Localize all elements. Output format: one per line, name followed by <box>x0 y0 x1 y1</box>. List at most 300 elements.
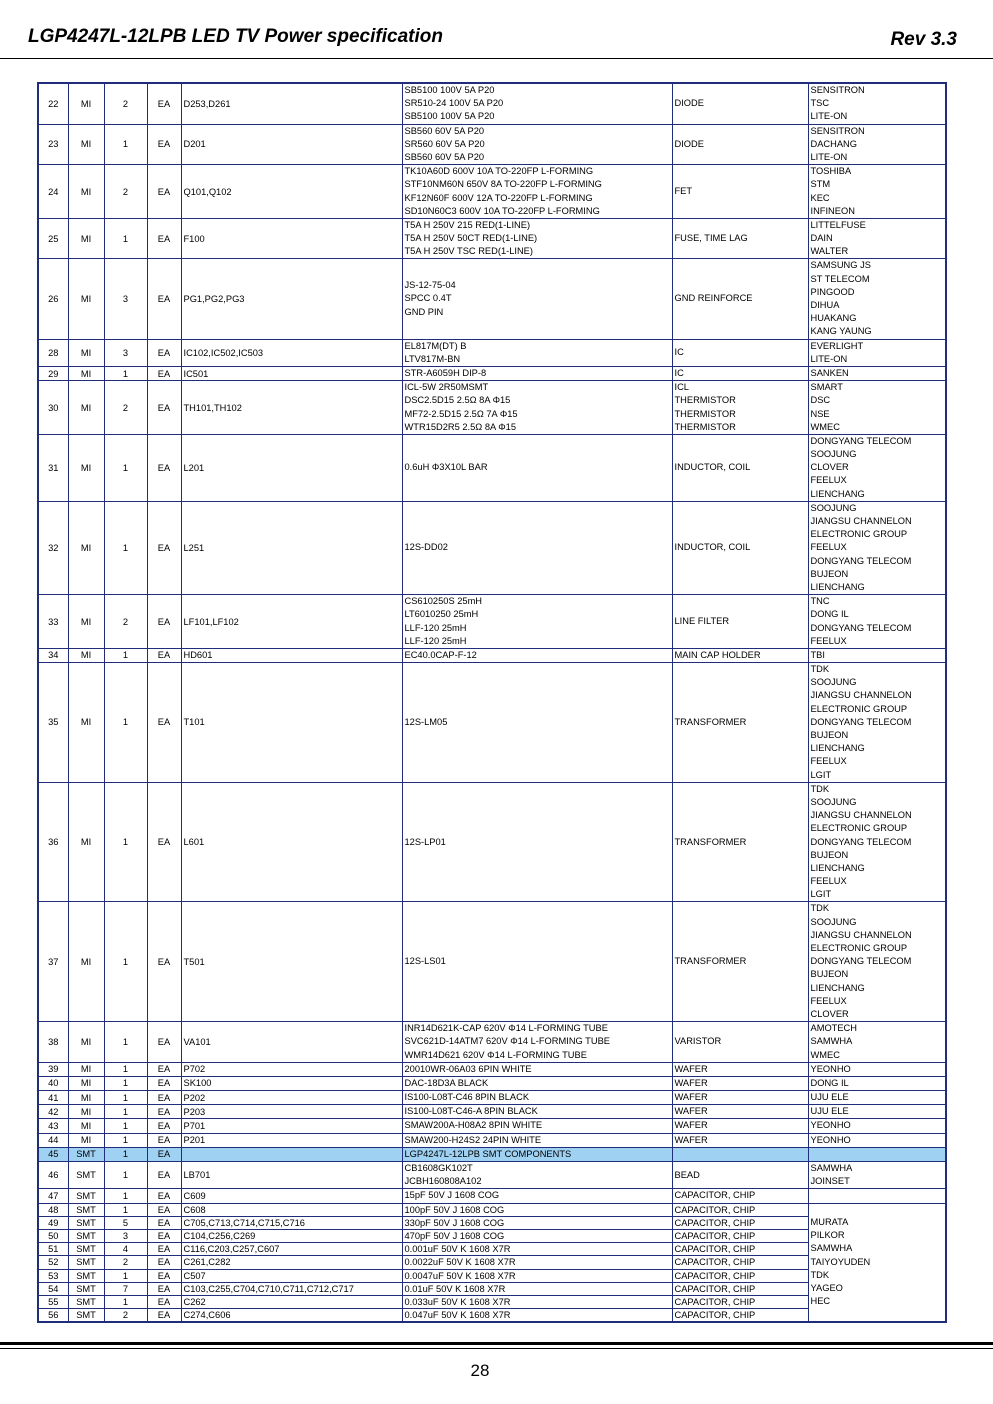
item-maker-line <box>811 1148 944 1161</box>
item-desc <box>672 124 808 165</box>
item-maker-line: SANKEN <box>810 367 849 378</box>
item-maker-line: SENSITRON <box>810 125 865 136</box>
item-unit: EA <box>147 1203 181 1216</box>
item-type: SMT <box>68 1189 104 1203</box>
item-spec-line: SB5100 100V 5A P20 <box>404 85 495 95</box>
item-desc: CAPACITOR, CHIP <box>672 1269 808 1282</box>
item-spec-line: SR510-24 100V 5A P20 <box>404 98 504 109</box>
table-row <box>38 1119 946 1133</box>
item-location: P202 <box>181 1091 402 1105</box>
item-unit: EA <box>147 663 181 783</box>
table-row <box>38 782 946 902</box>
item-maker <box>808 1022 946 1063</box>
item-desc <box>672 1189 808 1203</box>
item-unit: EA <box>147 1309 181 1322</box>
item-spec <box>402 1076 672 1090</box>
item-maker-line: ELECTRONIC GROUP <box>810 823 908 834</box>
item-spec <box>402 381 672 435</box>
item-number: 51 <box>38 1243 68 1256</box>
item-spec-line: 12S-LP01 <box>404 836 446 847</box>
table-row <box>38 595 946 649</box>
item-spec-line: ICL-5W 2R50MSMT <box>404 382 489 393</box>
item-desc: CAPACITOR, CHIP <box>672 1243 808 1256</box>
item-maker-line: PINGOOD <box>810 286 855 297</box>
item-location: C274,C606 <box>181 1309 402 1322</box>
item-desc: CAPACITOR, CHIP <box>672 1216 808 1229</box>
item-number: 48 <box>38 1203 68 1216</box>
item-maker <box>808 1162 946 1189</box>
item-desc <box>672 1119 808 1133</box>
item-desc <box>672 501 808 594</box>
item-maker <box>808 663 946 783</box>
item-desc-line: THERMISTOR <box>674 395 736 406</box>
item-spec-line: SVC621D-14ATM7 620V Φ14 L-FORMING TUBE <box>404 1036 610 1047</box>
table-row <box>38 381 946 435</box>
item-maker <box>808 1105 946 1119</box>
item-location: D253,D261 <box>181 83 402 124</box>
item-number: 56 <box>38 1309 68 1322</box>
item-desc-line: TRANSFORMER <box>674 836 747 847</box>
item-qty: 1 <box>104 1147 147 1161</box>
item-maker-line: BUJEON <box>810 730 849 740</box>
bom-table <box>37 82 947 1323</box>
item-spec-line: EL817M(DT) B <box>404 340 467 351</box>
item-spec-line: INR14D621K-CAP 620V Φ14 L-FORMING TUBE <box>404 1023 608 1034</box>
item-maker-line: TBI <box>810 649 825 660</box>
item-maker-line: HUAKANG <box>810 313 857 324</box>
item-number: 22 <box>38 83 68 124</box>
item-number: 37 <box>38 902 68 1022</box>
item-maker-line <box>811 1189 944 1202</box>
item-spec: 0.0022uF 50V K 1608 X7R <box>402 1256 672 1269</box>
item-type: SMT <box>68 1269 104 1282</box>
item-qty: 5 <box>104 1216 147 1229</box>
item-maker-line: ELECTRONIC GROUP <box>810 529 908 540</box>
item-spec-line: SD10N60C3 600V 10A TO-220FP L-FORMING <box>404 205 600 216</box>
item-maker-line: LITTELFUSE <box>810 219 866 230</box>
item-maker-line: LITE-ON <box>810 111 848 122</box>
item-number: 28 <box>38 339 68 366</box>
item-unit: EA <box>147 381 181 435</box>
item-unit: EA <box>147 648 181 662</box>
item-qty: 1 <box>104 1133 147 1147</box>
item-desc: CAPACITOR, CHIP <box>672 1295 808 1308</box>
item-maker-line: CLOVER <box>810 1008 849 1019</box>
item-qty: 2 <box>104 83 147 124</box>
item-maker <box>808 1133 946 1147</box>
item-maker-line: ELECTRONIC GROUP <box>810 943 908 953</box>
item-spec-line: LTV817M-BN <box>404 353 461 364</box>
item-desc-line: LINE FILTER <box>674 615 730 626</box>
item-spec: 0.033uF 50V K 1608 X7R <box>402 1295 672 1308</box>
item-maker <box>808 381 946 435</box>
item-maker <box>808 1119 946 1133</box>
item-maker-line: KEC <box>810 192 830 203</box>
item-desc: CAPACITOR, CHIP <box>672 1203 808 1216</box>
item-maker-line: BUJEON <box>810 969 849 980</box>
item-qty: 1 <box>104 1022 147 1063</box>
item-spec-line: CS610250S 25mH <box>404 596 483 607</box>
item-desc-line: VARISTOR <box>674 1036 722 1047</box>
item-unit: EA <box>147 1076 181 1090</box>
item-type: MI <box>68 381 104 435</box>
item-maker-line: LGIT <box>810 769 832 780</box>
item-spec <box>402 83 672 124</box>
table-row <box>38 663 946 783</box>
item-maker-line: INFINEON <box>810 205 855 216</box>
item-maker <box>808 259 946 339</box>
item-unit: EA <box>147 165 181 219</box>
item-spec <box>402 902 672 1022</box>
table-row <box>38 83 946 124</box>
item-maker-line: LIENCHANG <box>810 743 865 754</box>
item-type: SMT <box>68 1309 104 1322</box>
item-location: T101 <box>181 663 402 783</box>
item-desc <box>672 83 808 124</box>
item-maker-line: DONGYANG TELECOM <box>810 622 912 633</box>
item-maker-line: FEELUX <box>810 635 847 646</box>
item-maker-line: ST TELECOM <box>810 273 870 284</box>
capacitor-makers-line: SAMWHA <box>810 1243 853 1254</box>
item-qty: 1 <box>104 501 147 594</box>
table-row <box>38 124 946 165</box>
item-spec <box>402 1022 672 1063</box>
item-location: C608 <box>181 1203 402 1216</box>
item-number: 52 <box>38 1256 68 1269</box>
item-unit: EA <box>147 218 181 259</box>
item-number: 39 <box>38 1062 68 1076</box>
item-unit: EA <box>147 434 181 501</box>
item-desc <box>672 648 808 662</box>
item-location: LB701 <box>181 1162 402 1189</box>
item-spec-line: DAC-18D3A BLACK <box>404 1077 489 1088</box>
item-maker <box>808 434 946 501</box>
item-maker-line: DSC <box>810 395 831 406</box>
item-qty: 2 <box>104 381 147 435</box>
item-qty: 1 <box>104 1203 147 1216</box>
item-type: MI <box>68 1091 104 1105</box>
item-number: 50 <box>38 1229 68 1242</box>
item-desc-line: WAFER <box>674 1063 708 1074</box>
item-maker <box>808 501 946 594</box>
item-number: 38 <box>38 1022 68 1063</box>
item-maker-line: DONG IL <box>810 1077 849 1088</box>
item-spec <box>402 1105 672 1119</box>
item-desc: CAPACITOR, CHIP <box>672 1309 808 1322</box>
item-spec: 330pF 50V J 1608 COG <box>402 1216 672 1229</box>
item-qty: 1 <box>104 1105 147 1119</box>
item-maker <box>808 218 946 259</box>
item-maker-line: SOOJUNG <box>810 796 857 807</box>
item-desc <box>672 218 808 259</box>
item-unit: EA <box>147 1269 181 1282</box>
item-qty: 1 <box>104 1189 147 1203</box>
item-number: 46 <box>38 1162 68 1189</box>
item-unit: EA <box>147 1189 181 1203</box>
item-type: SMT <box>68 1203 104 1216</box>
item-location: L251 <box>181 501 402 594</box>
item-type: MI <box>68 782 104 902</box>
item-type: MI <box>68 259 104 339</box>
item-maker <box>808 366 946 380</box>
item-type: SMT <box>68 1216 104 1229</box>
item-unit: EA <box>147 501 181 594</box>
item-desc-line <box>675 1148 806 1161</box>
item-qty: 1 <box>104 648 147 662</box>
item-maker-line: FEELUX <box>810 475 847 486</box>
item-spec-line: SMAW200-H24S2 24PIN WHITE <box>404 1134 542 1145</box>
item-location: P201 <box>181 1133 402 1147</box>
item-maker-line: FEELUX <box>810 542 847 553</box>
item-unit: EA <box>147 902 181 1022</box>
item-desc <box>672 902 808 1022</box>
item-maker <box>808 648 946 662</box>
item-maker-line: LGIT <box>810 889 832 900</box>
item-location: L601 <box>181 782 402 902</box>
item-number: 25 <box>38 218 68 259</box>
item-number: 34 <box>38 648 68 662</box>
item-maker-line: STM <box>810 179 831 190</box>
table-row <box>38 1133 946 1147</box>
item-unit: EA <box>147 83 181 124</box>
item-location: F100 <box>181 218 402 259</box>
item-spec <box>402 782 672 902</box>
item-maker <box>808 1189 946 1203</box>
item-number: 23 <box>38 124 68 165</box>
item-spec <box>402 366 672 380</box>
item-qty: 1 <box>104 1295 147 1308</box>
item-unit: EA <box>147 595 181 649</box>
item-desc <box>672 259 808 339</box>
item-spec <box>402 1162 672 1189</box>
table-row <box>38 434 946 501</box>
item-location: L201 <box>181 434 402 501</box>
item-type: MI <box>68 83 104 124</box>
item-qty: 3 <box>104 259 147 339</box>
item-type: MI <box>68 501 104 594</box>
item-desc <box>672 782 808 902</box>
item-maker-line: TSC <box>810 98 830 109</box>
item-qty: 7 <box>104 1282 147 1295</box>
item-maker-line: SOOJUNG <box>810 677 857 688</box>
item-unit: EA <box>147 259 181 339</box>
item-spec <box>402 1119 672 1133</box>
item-desc <box>672 434 808 501</box>
item-desc-line: THERMISTOR <box>674 408 736 419</box>
item-desc <box>672 1162 808 1189</box>
item-type: MI <box>68 1022 104 1063</box>
item-spec <box>402 501 672 594</box>
item-location: C609 <box>181 1189 402 1203</box>
item-spec <box>402 1091 672 1105</box>
item-spec-line: IS100-L08T-C46-A 8PIN BLACK <box>404 1106 538 1117</box>
item-spec: 470pF 50V J 1608 COG <box>402 1229 672 1242</box>
item-type: SMT <box>68 1282 104 1295</box>
item-maker <box>808 902 946 1022</box>
capacitor-makers-line: HEC <box>810 1296 831 1307</box>
item-maker <box>808 595 946 649</box>
item-spec: 0.047uF 50V K 1608 X7R <box>402 1309 672 1322</box>
item-unit: EA <box>147 124 181 165</box>
item-location: C262 <box>181 1295 402 1308</box>
item-qty: 2 <box>104 1309 147 1322</box>
item-maker-line: FEELUX <box>810 876 847 887</box>
item-location: C261,C282 <box>181 1256 402 1269</box>
item-qty: 1 <box>104 1076 147 1090</box>
item-unit: EA <box>147 1062 181 1076</box>
item-maker <box>808 1147 946 1161</box>
item-location: C104,C256,C269 <box>181 1229 402 1242</box>
item-type: MI <box>68 218 104 259</box>
item-spec: 100pF 50V J 1608 COG <box>402 1203 672 1216</box>
table-row <box>38 648 946 662</box>
table-row <box>38 165 946 219</box>
item-spec-line: T5A H 250V 50CT RED(1-LINE) <box>404 233 538 244</box>
item-maker <box>808 1076 946 1090</box>
item-number: 32 <box>38 501 68 594</box>
item-desc-line: DIODE <box>674 138 704 149</box>
item-desc-line: WAFER <box>674 1134 708 1145</box>
item-desc <box>672 1133 808 1147</box>
item-maker-line: FEELUX <box>810 995 847 1006</box>
item-type: SMT <box>68 1229 104 1242</box>
item-qty: 2 <box>104 1256 147 1269</box>
item-qty: 3 <box>104 1229 147 1242</box>
item-desc: CAPACITOR, CHIP <box>672 1256 808 1269</box>
item-number: 30 <box>38 381 68 435</box>
item-location: C507 <box>181 1269 402 1282</box>
item-spec <box>402 1147 672 1161</box>
item-spec <box>402 595 672 649</box>
item-location: P702 <box>181 1062 402 1076</box>
item-spec-line: DSC2.5D15 2.5Ω 8A Φ15 <box>404 395 511 406</box>
item-desc <box>672 1062 808 1076</box>
item-type: SMT <box>68 1243 104 1256</box>
item-maker-line: DONGYANG TELECOM <box>810 716 912 727</box>
item-qty: 1 <box>104 902 147 1022</box>
item-maker-line: SAMWHA <box>810 1036 853 1047</box>
table-row <box>38 1203 946 1216</box>
item-maker-line: LIENCHANG <box>810 982 865 993</box>
capacitor-makers-line: YAGEO <box>810 1282 843 1293</box>
table-row <box>38 1022 946 1063</box>
item-maker-line: CLOVER <box>810 462 849 473</box>
item-spec-line: TK10A60D 600V 10A TO-220FP L-FORMING <box>404 166 594 177</box>
footer-rule-thin <box>0 1348 993 1349</box>
item-spec-line: STR-A6059H DIP-8 <box>404 367 487 378</box>
item-maker-line: FEELUX <box>810 756 847 767</box>
item-unit: EA <box>147 1216 181 1229</box>
item-spec: 0.001uF 50V K 1608 X7R <box>402 1243 672 1256</box>
item-maker-line: BUJEON <box>810 568 849 579</box>
item-desc-line: TRANSFORMER <box>674 956 747 967</box>
item-maker-line: JOINSET <box>810 1176 850 1187</box>
item-spec-line: LGP4247L-12LPB SMT COMPONENTS <box>404 1148 572 1159</box>
item-location: D201 <box>181 124 402 165</box>
item-desc-line: WAFER <box>674 1092 708 1103</box>
item-maker-line: TDK <box>810 664 830 675</box>
item-unit: EA <box>147 1022 181 1063</box>
item-number: 31 <box>38 434 68 501</box>
item-number: 45 <box>38 1147 68 1161</box>
item-maker-line: DONGYANG TELECOM <box>810 435 912 446</box>
header-rule <box>0 58 993 59</box>
item-maker-line: SAMWHA <box>810 1163 853 1173</box>
item-location: LF101,LF102 <box>181 595 402 649</box>
item-maker-line: WMEC <box>810 1049 840 1060</box>
item-type: MI <box>68 595 104 649</box>
item-desc <box>672 1022 808 1063</box>
item-qty: 1 <box>104 1062 147 1076</box>
item-spec-line: JS-12-75-04 <box>404 280 456 291</box>
footer-rule-thick <box>0 1342 993 1345</box>
item-maker <box>808 124 946 165</box>
item-spec <box>402 663 672 783</box>
item-spec-line: SB5100 100V 5A P20 <box>404 111 495 122</box>
item-spec-line: 0.6uH Φ3X10L BAR <box>404 462 488 473</box>
item-number: 24 <box>38 165 68 219</box>
item-spec-line: KF12N60F 600V 12A TO-220FP L-FORMING <box>404 192 593 203</box>
item-maker-line: EVERLIGHT <box>810 340 864 351</box>
item-maker-line: WMEC <box>810 421 840 432</box>
item-unit: EA <box>147 1091 181 1105</box>
table-row <box>38 1162 946 1189</box>
table-row <box>38 1062 946 1076</box>
item-qty: 2 <box>104 595 147 649</box>
item-unit: EA <box>147 1256 181 1269</box>
item-location: IC501 <box>181 366 402 380</box>
item-spec <box>402 165 672 219</box>
item-desc-line: WAFER <box>674 1106 708 1117</box>
item-maker-line: DACHANG <box>810 138 857 149</box>
item-maker-line: UJU ELE <box>810 1092 849 1103</box>
item-desc <box>672 595 808 649</box>
item-unit: EA <box>147 366 181 380</box>
item-number: 33 <box>38 595 68 649</box>
item-type: MI <box>68 902 104 1022</box>
item-spec-line: CB1608GK102T <box>404 1163 473 1173</box>
item-spec <box>402 1062 672 1076</box>
item-location: SK100 <box>181 1076 402 1090</box>
item-number: 36 <box>38 782 68 902</box>
item-maker-line: LITE-ON <box>810 353 848 364</box>
item-type: SMT <box>68 1256 104 1269</box>
item-desc-line: DIODE <box>674 98 704 109</box>
table-row <box>38 1076 946 1090</box>
item-unit: EA <box>147 1243 181 1256</box>
item-qty: 4 <box>104 1243 147 1256</box>
item-desc-line: ICL <box>674 382 689 393</box>
item-spec-line: LT6010250 25mH <box>404 609 479 620</box>
item-number: 29 <box>38 366 68 380</box>
item-maker-line: DONGYANG TELECOM <box>810 836 912 847</box>
item-type: MI <box>68 1076 104 1090</box>
item-desc-line: TRANSFORMER <box>674 716 747 727</box>
item-maker-line: DIHUA <box>810 300 840 310</box>
item-spec-line: SB560 60V 5A P20 <box>404 151 485 162</box>
document-title: LGP4247L-12LPB LED TV Power specification <box>28 26 443 47</box>
item-qty: 1 <box>104 434 147 501</box>
item-type: MI <box>68 165 104 219</box>
item-spec <box>402 1133 672 1147</box>
table-row <box>38 366 946 380</box>
item-spec <box>402 339 672 366</box>
item-desc-line: IC <box>674 347 684 358</box>
item-spec-line: IS100-L08T-C46 8PIN BLACK <box>404 1092 530 1103</box>
item-maker-line: SOOJUNG <box>810 502 857 513</box>
capacitor-makers <box>808 1203 946 1322</box>
item-maker-line: LITE-ON <box>810 151 848 162</box>
